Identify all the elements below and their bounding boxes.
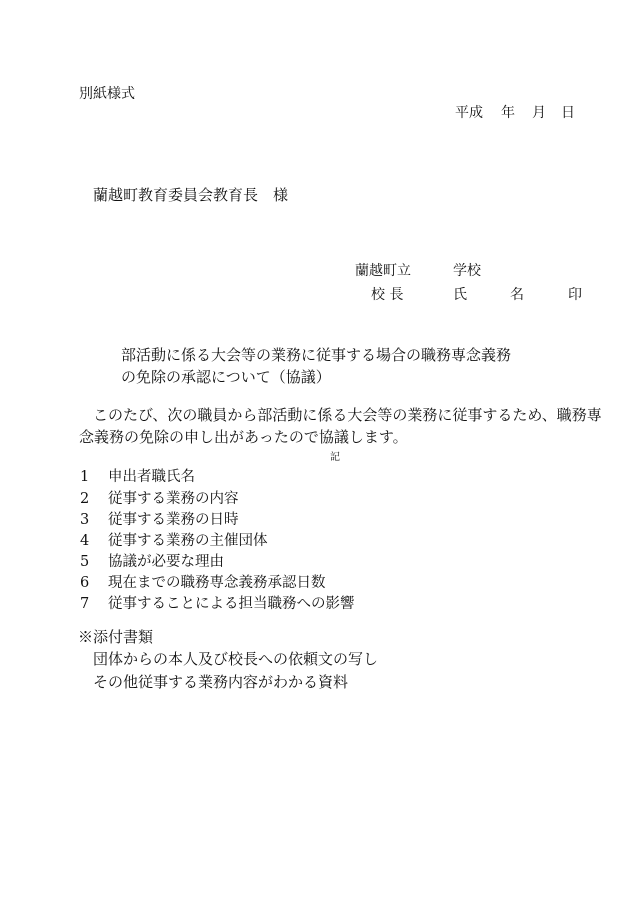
item-number: 1 (80, 469, 90, 485)
seal-mark: 印 (568, 287, 582, 303)
list-item (80, 534, 268, 549)
item-text: 現在までの職務専念義務承認日数 (108, 575, 326, 591)
item-number: 3 (80, 512, 90, 528)
sender-school: 蘭越町立 学校 (355, 263, 481, 279)
attachments (0, 630, 630, 700)
date-year-unit: 年 (501, 105, 515, 121)
item-text: 従事する業務の内容 (108, 491, 239, 507)
date-month-unit: 月 (532, 105, 546, 121)
addressee: 蘭越町教育委員会教育長 様 (93, 186, 289, 204)
item-text: 協議が必要な理由 (108, 554, 224, 570)
note-mark: 記 (330, 452, 340, 463)
list-item (80, 470, 195, 485)
list-item (80, 576, 326, 591)
item-number: 4 (80, 533, 90, 549)
principal-label: 校 長 (371, 287, 404, 303)
body-line-2: 念義務の免除の申し出があったので協議します。 (79, 428, 408, 446)
body-line-1: このたび、次の職員から部活動に係る大会等の業務に従事するため、職務専 (93, 406, 602, 424)
date-era: 平成 (455, 105, 483, 121)
list-item (80, 513, 239, 528)
subject (0, 348, 630, 398)
list-item (80, 597, 355, 612)
form-label: 別紙様式 (79, 86, 135, 102)
list-item (80, 555, 224, 570)
item-text: 従事する業務の日時 (108, 512, 239, 528)
name-label-1: 氏 (453, 287, 467, 303)
subject-line-2: の免除の承認について（協議） (121, 368, 331, 386)
subject-line-1: 部活動に係る大会等の業務に従事する場合の職務専念義務 (121, 346, 512, 364)
attachment-line-1: 団体からの本人及び校長への依頼文の写し (93, 650, 379, 668)
attachment-line-2: その他従事する業務内容がわかる資料 (93, 673, 349, 691)
item-number: 2 (80, 491, 90, 507)
item-text: 従事する業務の主催団体 (108, 533, 268, 549)
item-number: 5 (80, 554, 90, 570)
date-day-unit: 日 (561, 105, 575, 121)
sender-block (0, 264, 630, 304)
list-item (80, 492, 239, 507)
name-label-2: 名 (510, 287, 524, 303)
body-text (0, 408, 630, 453)
item-number: 6 (80, 575, 90, 591)
date-line (0, 106, 630, 122)
attachments-title: ※添付書類 (78, 628, 154, 646)
item-number: 7 (80, 596, 90, 612)
item-text: 申出者職氏名 (108, 469, 195, 485)
item-text: 従事することによる担当職務への影響 (108, 596, 355, 612)
